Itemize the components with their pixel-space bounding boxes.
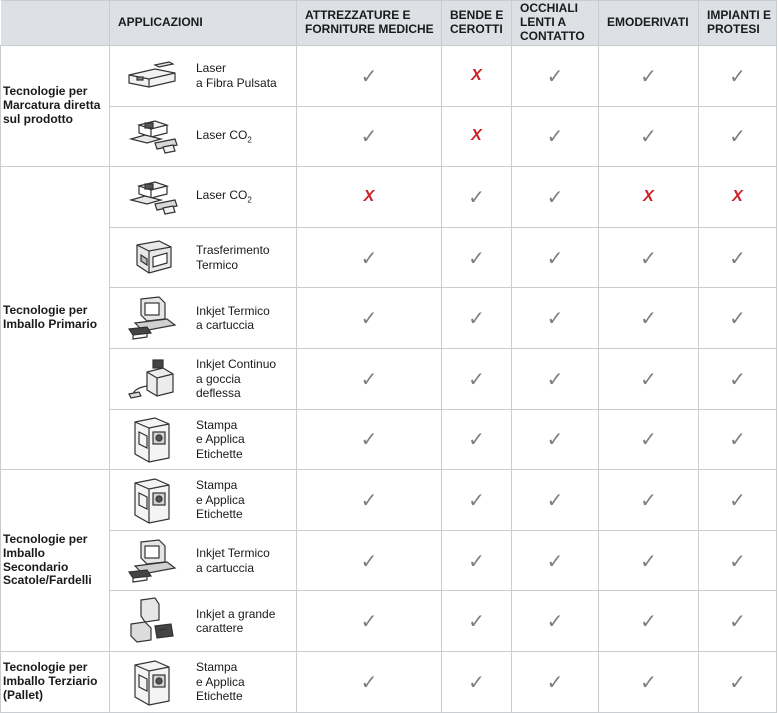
- technology-label-line: Etichette: [196, 446, 243, 461]
- cell-impianti: [699, 106, 777, 167]
- technology-cell: [110, 530, 297, 591]
- check-icon: ✓: [546, 306, 564, 331]
- technology-label-line: e Applica: [196, 674, 245, 689]
- cell-emoderivati: [599, 106, 699, 167]
- check-icon: ✓: [640, 245, 657, 270]
- cell-impianti: [699, 288, 777, 349]
- cell-bende: [442, 167, 512, 228]
- cell-occhiali: [512, 591, 599, 652]
- check-icon: ✓: [729, 487, 746, 512]
- cell-occhiali: [512, 651, 599, 712]
- group-imballo-secondario: Tecnologie per Imballo Secondario Scatole/Fardelli: [1, 470, 110, 652]
- large-character-inkjet-icon: [124, 598, 182, 644]
- table-row: [1, 227, 777, 288]
- fiber-laser-icon: [124, 53, 182, 99]
- cell-attrezzature: [297, 651, 442, 712]
- technology-label-line: a Fibra Pulsata: [196, 75, 277, 90]
- technology-label-line1: Laser CO: [196, 127, 248, 142]
- cell-occhiali: [512, 167, 599, 228]
- cross-icon: X: [471, 127, 482, 145]
- cell-impianti: [699, 348, 777, 409]
- technology-label-line: a cartuccia: [196, 318, 255, 333]
- table-row: [1, 348, 777, 409]
- col-occhiali: OCCHIALI LENTI A CONTATTO: [512, 1, 599, 46]
- co2-laser-icon: [124, 113, 182, 159]
- check-icon: ✓: [640, 366, 657, 391]
- cell-attrezzature: [297, 46, 442, 107]
- check-icon: ✓: [546, 427, 564, 452]
- table-row: [1, 46, 777, 107]
- technology-label: [196, 61, 277, 90]
- technology-label-line1: Stampa: [196, 660, 238, 675]
- check-icon: ✓: [640, 124, 657, 149]
- check-icon: ✓: [546, 548, 564, 573]
- check-icon: ✓: [468, 427, 485, 452]
- check-icon: ✓: [640, 487, 657, 512]
- technology-label-line: e Applica: [196, 432, 245, 447]
- subscript: 2: [247, 195, 252, 205]
- cell-emoderivati: [599, 470, 699, 531]
- cross-icon: X: [643, 187, 654, 205]
- technology-label: [196, 546, 270, 575]
- cell-emoderivati: [599, 46, 699, 107]
- check-icon: ✓: [360, 124, 378, 149]
- cell-emoderivati: [599, 288, 699, 349]
- check-icon: ✓: [546, 366, 564, 391]
- co2-laser-icon: [124, 174, 182, 220]
- check-icon: ✓: [468, 184, 485, 209]
- check-icon: ✓: [468, 487, 485, 512]
- technology-label-line: Etichette: [196, 507, 243, 522]
- check-icon: ✓: [360, 669, 378, 694]
- check-icon: ✓: [729, 63, 746, 88]
- cell-bende: [442, 651, 512, 712]
- table-row: [1, 470, 777, 531]
- cell-bende: [442, 106, 512, 167]
- technology-cell: [110, 106, 297, 167]
- group-marcatura-diretta: Tecnologie per Marcatura diretta sul prodotto: [1, 46, 110, 167]
- check-icon: ✓: [360, 366, 378, 391]
- cross-icon: X: [471, 66, 482, 84]
- col-applicazioni: APPLICAZIONI: [110, 1, 297, 46]
- check-icon: ✓: [360, 245, 378, 270]
- check-icon: ✓: [546, 124, 564, 149]
- check-icon: ✓: [729, 427, 746, 452]
- table-row: [1, 591, 777, 652]
- thermal-inkjet-icon: [124, 538, 182, 584]
- cell-emoderivati: [599, 227, 699, 288]
- cell-attrezzature: [297, 106, 442, 167]
- cell-impianti: [699, 409, 777, 470]
- technology-label-line1: Trasferimento: [196, 243, 270, 258]
- technology-label-line: e Applica: [196, 492, 245, 507]
- cell-emoderivati: [599, 348, 699, 409]
- cell-impianti: [699, 651, 777, 712]
- cell-emoderivati: [599, 591, 699, 652]
- technology-label-line1: Inkjet Termico: [196, 303, 270, 318]
- check-icon: ✓: [468, 548, 485, 573]
- technology-label-line: carattere: [196, 621, 244, 636]
- technology-label-line1: Inkjet a grande: [196, 606, 276, 621]
- check-icon: ✓: [546, 245, 564, 270]
- table-row: [1, 167, 777, 228]
- table-row: [1, 530, 777, 591]
- cell-occhiali: [512, 288, 599, 349]
- technology-label: [196, 128, 252, 145]
- subscript: 2: [247, 135, 252, 145]
- check-icon: ✓: [468, 306, 485, 331]
- cell-attrezzature: [297, 348, 442, 409]
- technology-label-line1: Laser: [196, 61, 227, 76]
- cell-bende: [442, 591, 512, 652]
- technology-label: [196, 607, 275, 636]
- technology-cell: [110, 167, 297, 228]
- cell-occhiali: [512, 409, 599, 470]
- technology-cell: [110, 46, 297, 107]
- cell-emoderivati: [599, 409, 699, 470]
- thermal-inkjet-icon: [124, 295, 182, 341]
- technology-cell: [110, 591, 297, 652]
- print-apply-icon: [124, 659, 182, 705]
- technology-label: [196, 243, 270, 272]
- cell-attrezzature: [297, 470, 442, 531]
- cell-occhiali: [512, 46, 599, 107]
- cell-impianti: [699, 46, 777, 107]
- cell-impianti: [699, 227, 777, 288]
- corner-cell: [1, 1, 110, 46]
- print-apply-icon: [124, 416, 182, 462]
- table-row: [1, 106, 777, 167]
- check-icon: ✓: [640, 609, 657, 634]
- technology-label-line1: Stampa: [196, 478, 238, 493]
- technology-label-line: Etichette: [196, 688, 243, 703]
- technology-label: [196, 478, 245, 521]
- technology-label: [196, 357, 276, 400]
- cell-attrezzature: [297, 288, 442, 349]
- check-icon: ✓: [729, 366, 746, 391]
- check-icon: ✓: [546, 669, 564, 694]
- check-icon: ✓: [640, 669, 657, 694]
- technology-cell: [110, 409, 297, 470]
- technology-label: [196, 304, 270, 333]
- cell-attrezzature: [297, 530, 442, 591]
- cell-occhiali: [512, 348, 599, 409]
- cell-bende: [442, 409, 512, 470]
- table-row: [1, 288, 777, 349]
- check-icon: ✓: [640, 427, 657, 452]
- cell-occhiali: [512, 530, 599, 591]
- cell-occhiali: [512, 106, 599, 167]
- cell-bende: [442, 288, 512, 349]
- technology-label-line1: Inkjet Continuo: [196, 357, 277, 372]
- cell-bende: [442, 470, 512, 531]
- thermal-transfer-icon: [124, 235, 182, 281]
- check-icon: ✓: [468, 245, 485, 270]
- check-icon: ✓: [729, 548, 746, 573]
- check-icon: ✓: [729, 609, 746, 634]
- check-icon: ✓: [360, 306, 378, 331]
- cell-bende: [442, 46, 512, 107]
- cell-occhiali: [512, 470, 599, 531]
- cell-attrezzature: [297, 227, 442, 288]
- cell-bende: [442, 348, 512, 409]
- check-icon: ✓: [729, 124, 746, 149]
- check-icon: ✓: [640, 548, 657, 573]
- technology-label-line: Termico: [196, 257, 239, 272]
- check-icon: ✓: [360, 427, 378, 452]
- cell-impianti: [699, 470, 777, 531]
- cell-bende: [442, 227, 512, 288]
- table-row: [1, 651, 777, 712]
- technology-label-line: a goccia: [196, 371, 241, 386]
- table-row: [1, 409, 777, 470]
- check-icon: ✓: [468, 366, 485, 391]
- cell-impianti: [699, 530, 777, 591]
- cell-attrezzature: [297, 591, 442, 652]
- technology-label-line: deflessa: [196, 385, 241, 400]
- continuous-inkjet-icon: [124, 356, 182, 402]
- group-imballo-terziario: Tecnologie per Imballo Terziario (Pallet): [1, 651, 110, 712]
- check-icon: ✓: [729, 306, 746, 331]
- technology-label-line1: Stampa: [196, 417, 238, 432]
- technology-cell: [110, 288, 297, 349]
- technology-label-line: a cartuccia: [196, 560, 255, 575]
- group-imballo-primario: Tecnologie per Imballo Primario: [1, 167, 110, 470]
- check-icon: ✓: [546, 487, 564, 512]
- technology-label-line1: Inkjet Termico: [196, 546, 270, 561]
- header-row: [1, 1, 777, 46]
- cell-attrezzature: [297, 409, 442, 470]
- check-icon: ✓: [729, 669, 746, 694]
- technology-label-line1: Laser CO: [196, 188, 248, 203]
- cell-emoderivati: [599, 651, 699, 712]
- col-emoderivati: EMODERIVATI: [599, 1, 699, 46]
- check-icon: ✓: [640, 63, 657, 88]
- print-apply-icon: [124, 477, 182, 523]
- check-icon: ✓: [360, 487, 378, 512]
- cell-attrezzature: [297, 167, 442, 228]
- cell-emoderivati: [599, 167, 699, 228]
- check-icon: ✓: [360, 548, 378, 573]
- cell-bende: [442, 530, 512, 591]
- technology-label: [196, 418, 245, 461]
- technology-cell: [110, 348, 297, 409]
- col-bende: BENDE E CEROTTI: [442, 1, 512, 46]
- check-icon: ✓: [468, 609, 485, 634]
- cell-emoderivati: [599, 530, 699, 591]
- cell-impianti: [699, 591, 777, 652]
- check-icon: ✓: [360, 609, 378, 634]
- cell-impianti: [699, 167, 777, 228]
- technology-label: [196, 188, 252, 205]
- check-icon: ✓: [546, 609, 564, 634]
- cross-icon: X: [732, 187, 743, 205]
- technology-label: [196, 660, 245, 703]
- technology-cell: [110, 470, 297, 531]
- check-icon: ✓: [468, 669, 485, 694]
- technology-cell: [110, 651, 297, 712]
- cross-icon: X: [363, 187, 375, 205]
- technology-cell: [110, 227, 297, 288]
- col-impianti: IMPIANTI E PROTESI: [699, 1, 777, 46]
- check-icon: ✓: [729, 245, 746, 270]
- check-icon: ✓: [640, 306, 657, 331]
- check-icon: ✓: [546, 63, 564, 88]
- col-attrezzature: ATTREZZATURE E FORNITURE MEDICHE: [297, 1, 442, 46]
- cell-occhiali: [512, 227, 599, 288]
- check-icon: ✓: [546, 184, 564, 209]
- check-icon: ✓: [360, 63, 378, 88]
